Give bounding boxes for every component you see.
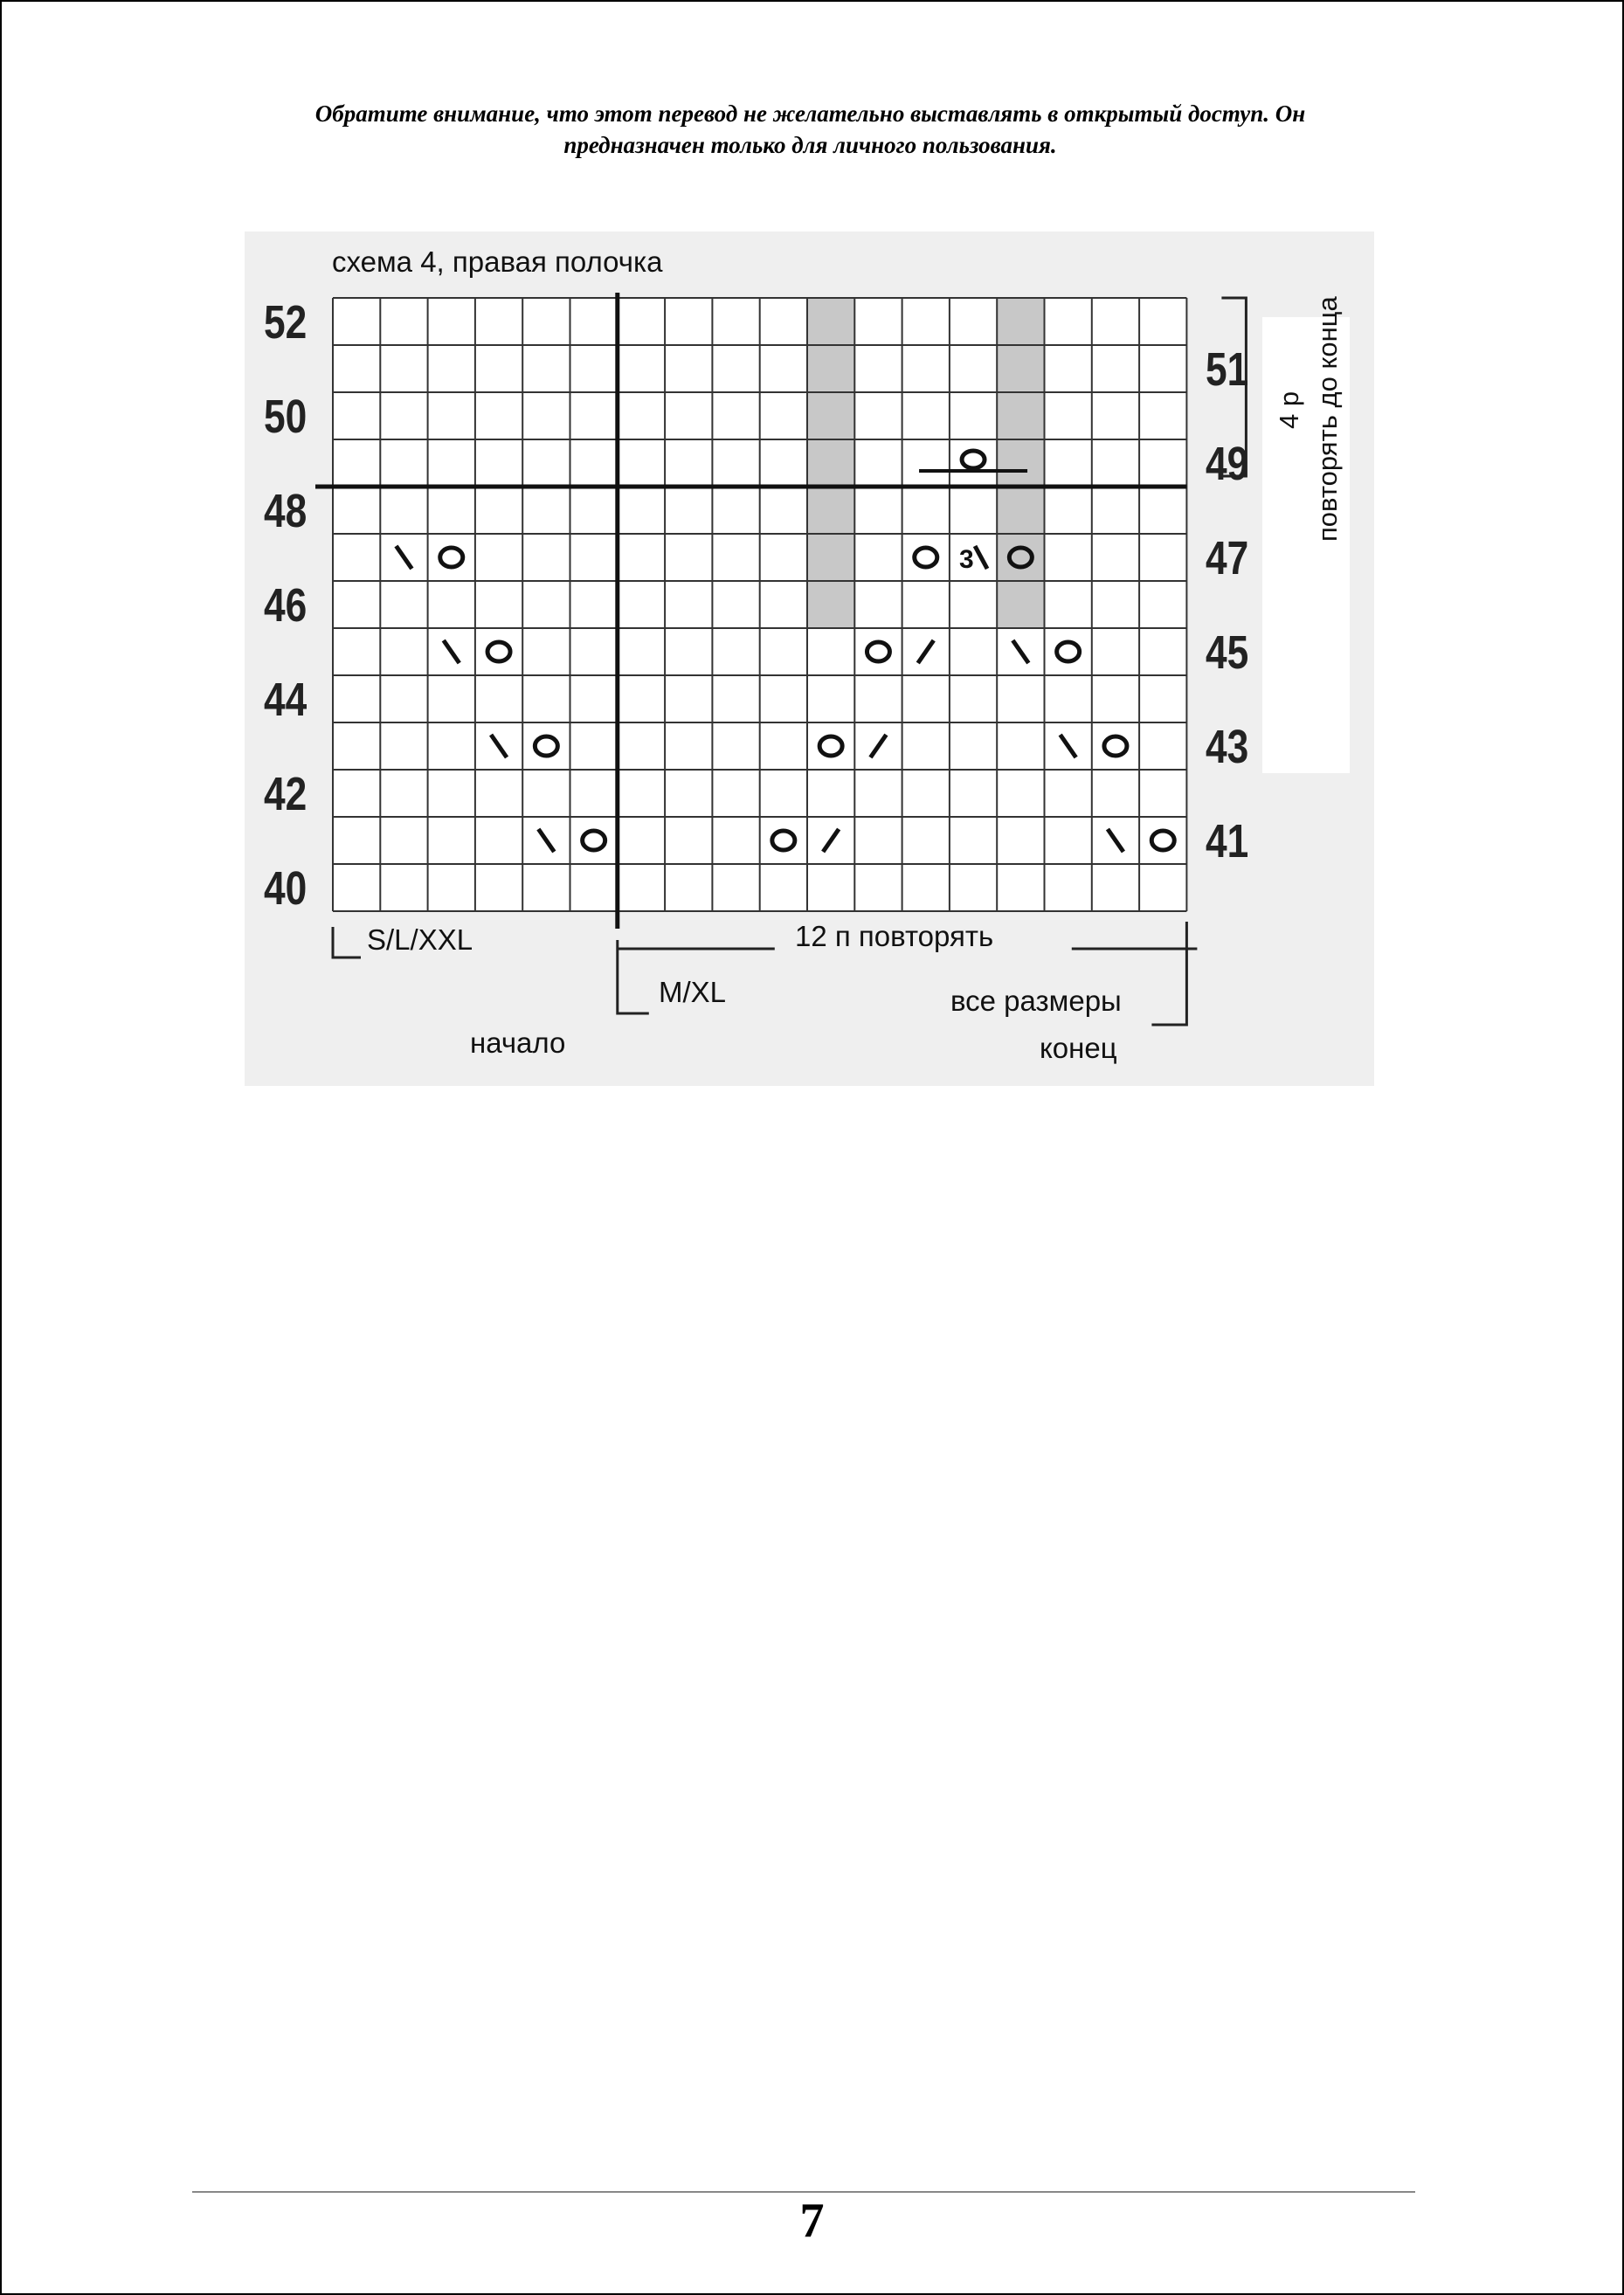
row-number-right: 49	[1206, 438, 1249, 490]
notice-line-2: предназначен только для личного пользования.	[563, 132, 1057, 158]
shaded-cell-column	[807, 298, 854, 628]
row-number-left: 50	[264, 391, 308, 443]
side-label-count: 4 р	[1274, 391, 1304, 429]
size-label-m-xl: M/XL	[659, 976, 727, 1008]
bracket-m-xl	[618, 940, 649, 1013]
translation-notice	[175, 98, 1446, 161]
repeat-12-label: 12 п повторять	[795, 920, 994, 952]
chart-title: схема 4, правая полочка	[332, 245, 663, 278]
row-number-right: 41	[1206, 815, 1249, 868]
shaded-cell-column	[997, 298, 1044, 628]
size-label-all: все размеры	[950, 985, 1122, 1017]
row-number-right: 51	[1206, 343, 1249, 396]
row-number-left: 52	[264, 296, 308, 349]
row-number-right: 47	[1206, 532, 1249, 584]
row-number-left: 48	[264, 485, 308, 537]
side-label-repeat: повторять до конца	[1312, 296, 1343, 542]
knitting-chart	[245, 232, 1374, 1086]
start-label: начало	[470, 1027, 566, 1059]
page-number: 7	[799, 2194, 825, 2248]
bracket-all-sizes	[1151, 922, 1186, 1025]
row-number-right: 43	[1206, 721, 1249, 773]
row-number-left: 44	[264, 674, 308, 726]
row-number-left: 42	[264, 768, 308, 820]
notice-line-1: Обратите внимание, что этот перевод не желательно выставлять в открытый доступ. Он	[314, 100, 1306, 127]
row-number-left: 40	[264, 862, 308, 915]
double-decrease-symbol: 3	[959, 545, 974, 574]
row-number-left: 46	[264, 579, 308, 632]
bracket-sl-xxl	[333, 927, 361, 957]
row-number-right: 45	[1206, 626, 1249, 679]
end-label: конец	[1040, 1032, 1117, 1064]
size-label-sl-xxl: S/L/XXL	[367, 923, 473, 956]
